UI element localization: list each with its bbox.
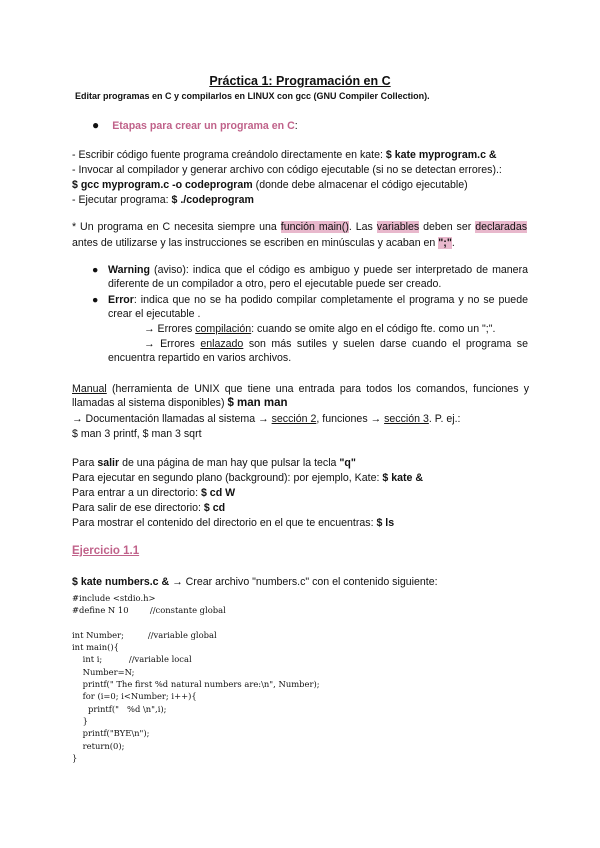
tip-5-text: Para mostrar el contenido del directorio en el que te encuentras: [72,517,377,529]
highlight-variables: variables [376,221,420,233]
step-1-command: $ kate myprogram.c & [385,149,497,161]
step-4-text: - Ejecutar programa: [72,194,172,206]
link-errors-text: son más sutiles y suelen darse cuando el programa se encuentra repartido en varios archivos. [108,338,528,364]
manual-syscalls-text: → Documentación llamadas al sistema → [72,413,272,425]
step-1-text: - Escribir código fuente programa creándolo directamente en kate: [72,149,386,161]
exercise-command: $ kate numbers.c & [72,576,170,588]
tip-5-command: $ ls [376,517,395,529]
man-man-command: $ man man [227,397,288,409]
tip-3-text: Para entrar a un directorio: [72,487,201,499]
step-3-command: $ gcc myprogram.c -o codeprogram [72,179,253,191]
tip-1-key: "q" [339,457,356,469]
tip-4-command: $ cd [203,502,226,514]
manual-term: Manual [72,383,107,395]
bullet-dot-icon: ● [92,264,99,276]
bullet-dot-icon: ● [92,118,100,132]
step-4 [72,193,254,207]
manual-examples: $ man 3 printf, $ man 3 sqrt [72,428,202,440]
section-3-term: sección 3 [384,413,429,425]
step-1 [72,148,497,162]
note-text-4: antes de utilizarse y las instrucciones se escriben en minúsculas y acaban en [72,237,439,249]
link-errors-term: enlazado [200,338,244,350]
tip-1-text-c: de una página de man hay que pulsar la tecla [119,457,340,469]
error-text: : indica que no se ha podido compilar completamente el programa y no se puede crear el ejecutable . [108,294,528,320]
note-text-5: . [451,237,455,249]
tip-1-bold: salir [97,457,120,469]
highlight-semicolon: ";" [438,237,452,249]
exercise-instruction [72,575,438,589]
page-subtitle: Editar programas en C y compilarlos en LINUX con gcc (GNU Compiler Collection). [75,91,430,101]
bullet-dot-icon: ● [92,294,99,306]
step-2: - Invocar al compilador y generar archivo con código ejecutable (si no se detectan errores).: [72,164,502,176]
exercise-heading: Ejercicio 1.1 [72,545,140,557]
section-2-term: sección 2 [271,413,317,425]
tip-1-text-a: Para [72,457,98,469]
compile-errors-text: : cuando se omite algo en el código fte. como un ";". [251,323,496,335]
tip-list-dir [72,516,394,530]
stages-heading: Etapas para crear un programa en C [112,120,295,132]
tip-exit-man [72,456,356,470]
link-errors [108,337,528,365]
manual-example-intro: . P. ej.: [428,413,461,425]
note-text-2: . Las [348,221,377,233]
highlight-declared: declaradas [475,221,528,233]
warning-item [108,263,528,291]
note-text-1: * Un programa en C necesita siempre una [72,221,281,233]
compile-errors [144,322,495,336]
step-3 [72,178,468,192]
link-errors-arrow: → Errores [144,338,201,350]
stages-colon: : [294,120,298,132]
stages-bullet [92,118,298,133]
tip-2-command: $ kate & [382,472,423,484]
compile-errors-term: compilación [195,323,252,335]
highlight-main-function: función main() [280,221,349,233]
note-text-3: deben ser [419,221,476,233]
manual-paragraph [72,382,529,410]
c-program-note [72,219,527,251]
warning-label: Warning [108,264,150,276]
manual-text: (herramienta de UNIX que tiene una entrada para todos los comandos, funciones y llamadas al sistema disponibles) [72,383,529,409]
tip-exit-dir [72,501,225,515]
tip-3-command: $ cd W [200,487,236,499]
error-label: Error [108,294,134,306]
tip-2-text: Para ejecutar en segundo plano (background): por ejemplo, Kate: [72,472,383,484]
tip-enter-dir [72,486,235,500]
error-item [108,293,528,321]
exercise-text: → Crear archivo "numbers.c" con el contenido siguiente: [169,576,438,588]
step-4-command: $ ./codeprogram [171,194,254,206]
tip-background [72,471,423,485]
step-3-text: (donde debe almacenar el código ejecutable) [252,179,468,191]
compile-errors-arrow: → Errores [144,323,196,335]
tip-4-text: Para salir de ese directorio: [72,502,204,514]
code-block: #include <stdio.h> #define N 10 //constante global int Number; //variable global int main(){ int i; //variable local Number=N; printf(" The first %d natural numbers are:\n", Number); for (i=0; i<Number; i++){ printf(" %d \n",i); } printf("BYE\n"); return(0); } [72,593,320,763]
manual-functions-text: , funciones → [316,413,385,425]
page-title: Práctica 1: Programación en C [209,74,391,88]
manual-sections [72,412,460,426]
warning-text: (aviso): indica que el código es ambiguo y puede ser interpretado de manera diferente de un compilador a otro, pero el ejecutable puede ser creado. [108,264,528,290]
